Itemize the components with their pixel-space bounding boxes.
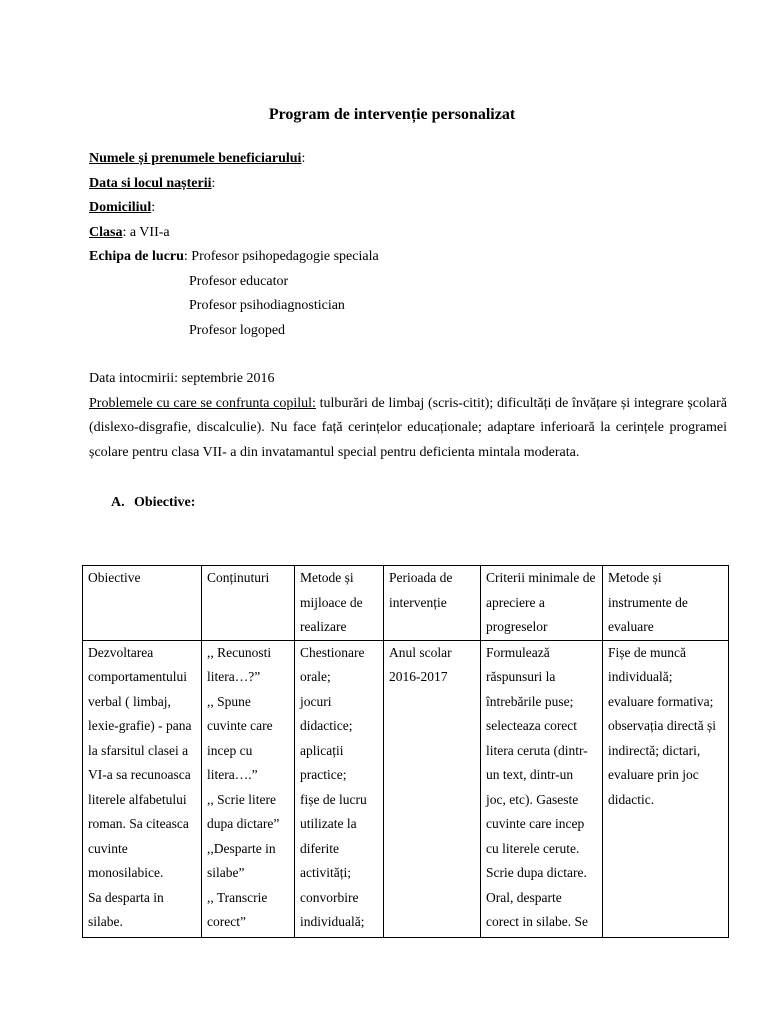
field-team-label: Echipa de lucru xyxy=(89,249,184,264)
table-header-row xyxy=(83,566,729,641)
table-cell-period: Anul scolar 2016-2017 xyxy=(384,640,481,937)
field-birth xyxy=(89,172,729,197)
team-member: Profesor logoped xyxy=(189,322,286,338)
table-cell-objectives: Dezvoltarea comportamentului verbal ( limbaj, lexie-grafie) - pana la sfarsitul clasei a VI-a sa recunoasca literele alfabetului roman. Sa citeasca cuvinte monosilabice. Sa desparta in silabe. xyxy=(83,640,202,937)
table-header-cell: Metode și instrumente de evaluare xyxy=(603,566,729,641)
field-class-value: : a VII-a xyxy=(122,224,170,240)
table-header-cell: Metode și mijloace de realizare xyxy=(295,566,384,641)
table-header-cell: Conținuturi xyxy=(202,566,295,641)
table-cell-evaluation: Fișe de muncă individuală; evaluare formativa; observația directă și indirectă; dictari, evaluare prin joc didactic. xyxy=(603,640,729,937)
field-domicile-label: Domiciliul xyxy=(89,200,152,215)
team-member: Profesor psihodiagnostician xyxy=(189,298,345,313)
table-cell-contents: ,, Recunosti litera…?” ,, Spune cuvinte care incep cu litera….” ,, Scrie litere dupa dictare” ,,Desparte in silabe” ,, Transcrie corect” xyxy=(202,640,295,937)
field-birth-label: Data si locul nașterii xyxy=(89,175,212,191)
table-header-cell: Obiective xyxy=(83,566,202,641)
field-class xyxy=(89,221,729,246)
section-title: Obiective: xyxy=(134,495,196,510)
field-name-label: Numele și prenumele beneficiarului xyxy=(89,151,302,166)
field-birth-sep: : xyxy=(211,175,216,191)
field-domicile xyxy=(89,196,729,221)
table-header-cell: Criterii minimale de apreciere a progreselor xyxy=(481,566,603,641)
section-letter: A. xyxy=(111,495,125,510)
team-member: : Profesor psihopedagogie speciala xyxy=(183,249,379,264)
field-class-label: Clasa xyxy=(89,224,123,240)
date-line: Data intocmirii: septembrie 2016 xyxy=(89,371,275,386)
problems-text: tulburări de limbaj (scris-citit); dificultăți de învățare și integrare școlară (dislexo-disgrafie, discalculie). Nu face față cerințelor educaționale; adaptare inferioară la cerințele programei școlare pentru clasa VII- a din invatamantul special pentru deficienta mintala moderata. xyxy=(89,395,728,460)
field-name xyxy=(89,147,729,172)
field-name-sep: : xyxy=(301,151,306,166)
table-row xyxy=(83,640,729,937)
intro-block xyxy=(89,367,727,465)
table-cell-criteria: Formulează răspunsuri la întrebările puse; selecteaza corect litera ceruta (dintr- un text, dintr-un joc, etc). Gaseste cuvinte care incep cu literele cerute. Scrie dupa dictare. Oral, desparte corect in silabe. Se xyxy=(481,640,603,937)
section-heading xyxy=(111,491,195,516)
beneficiary-fields xyxy=(89,147,729,343)
intervention-table xyxy=(82,565,729,938)
problems-paragraph xyxy=(89,392,727,466)
table-header-cell: Perioada de intervenție xyxy=(384,566,481,641)
team-member: Profesor educator xyxy=(189,273,289,289)
table-cell-methods: Chestionare orale; jocuri didactice; aplicații practice; fișe de lucru utilizate la diferite activități; convorbire individuală; xyxy=(295,640,384,937)
page-title: Program de intervenție personalizat xyxy=(268,106,516,123)
field-domicile-sep: : xyxy=(151,200,156,215)
field-team xyxy=(89,245,729,270)
problems-label: Problemele cu care se confrunta copilul: xyxy=(89,395,316,411)
